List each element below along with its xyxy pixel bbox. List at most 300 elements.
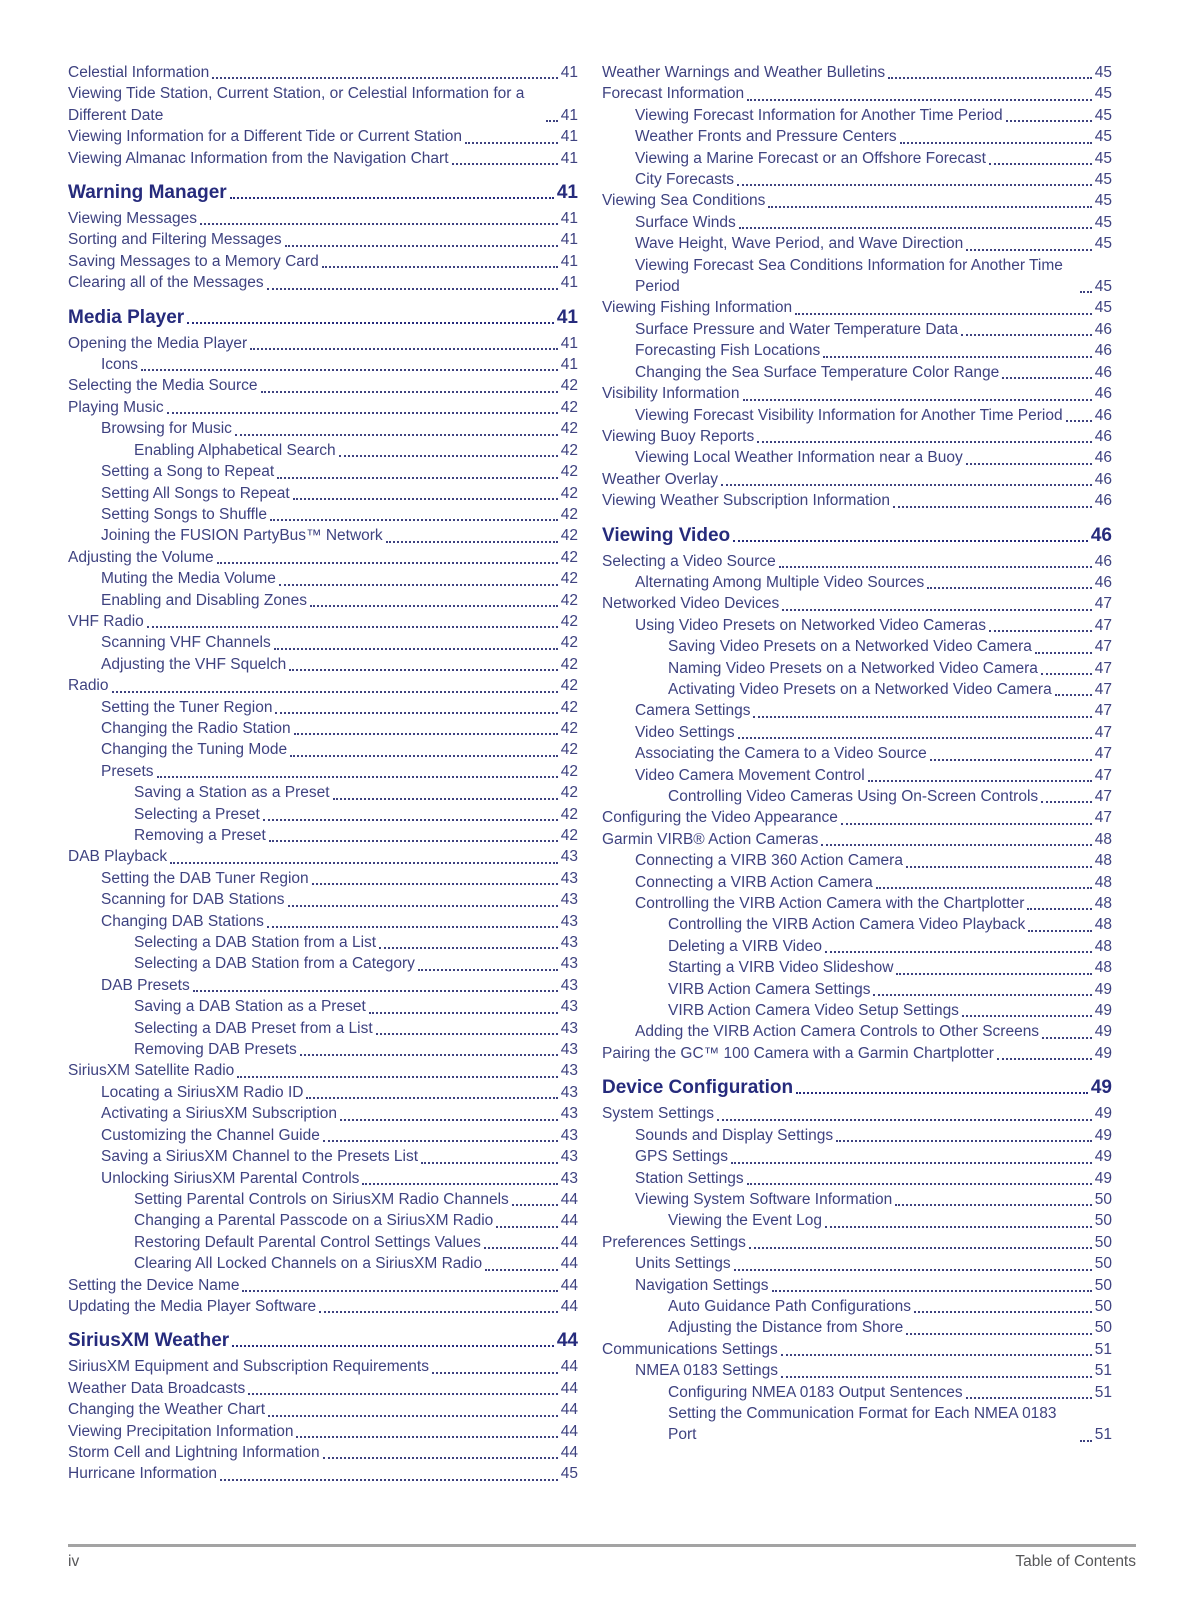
toc-entry[interactable] xyxy=(602,297,1112,318)
toc-entry[interactable] xyxy=(602,212,1112,233)
toc-entry[interactable] xyxy=(68,739,578,760)
toc-entry-title: Changing the Sea Surface Temperature Color Range xyxy=(635,363,1000,381)
toc-entry-title: Clearing all of the Messages xyxy=(68,274,264,292)
toc-entry[interactable] xyxy=(68,761,578,782)
toc-entry[interactable] xyxy=(602,872,1112,893)
toc-entry-page: 42 xyxy=(560,548,578,566)
toc-entry-page: 43 xyxy=(560,934,578,952)
toc-entry[interactable] xyxy=(68,1275,578,1296)
toc-entry[interactable] xyxy=(602,807,1112,828)
toc-entry[interactable] xyxy=(68,208,578,229)
toc-entry[interactable] xyxy=(68,868,578,889)
toc-entry-page: 50 xyxy=(1094,1212,1112,1230)
toc-entry-page: 43 xyxy=(560,1148,578,1166)
toc-entry-page: 46 xyxy=(1094,342,1112,360)
toc-entry-title: Selecting a DAB Station from a Category xyxy=(134,955,415,973)
toc-entry[interactable] xyxy=(602,1146,1112,1167)
toc-entry[interactable] xyxy=(602,190,1112,211)
dot-leader xyxy=(296,1436,557,1438)
toc-entry[interactable] xyxy=(68,1039,578,1060)
toc-entry[interactable] xyxy=(68,1442,578,1463)
toc-entry-title: Setting the DAB Tuner Region xyxy=(101,869,309,887)
toc-entry-page: 44 xyxy=(560,1443,578,1461)
toc-entry[interactable] xyxy=(68,975,578,996)
toc-entry-title: Viewing Messages xyxy=(68,210,197,228)
toc-entry[interactable] xyxy=(68,126,578,147)
toc-entry-page: 42 xyxy=(560,634,578,652)
toc-entry-page: 50 xyxy=(1094,1233,1112,1251)
toc-entry[interactable] xyxy=(68,568,578,589)
toc-entry[interactable] xyxy=(602,572,1112,593)
toc-entry-page: 42 xyxy=(560,377,578,395)
toc-entry[interactable] xyxy=(602,126,1112,147)
toc-entry-title: Auto Guidance Path Configurations xyxy=(668,1297,911,1315)
dot-leader xyxy=(721,484,1092,486)
toc-entry[interactable] xyxy=(68,632,578,653)
toc-entry[interactable] xyxy=(602,551,1112,572)
toc-entry[interactable] xyxy=(68,911,578,932)
toc-entry[interactable] xyxy=(68,251,578,272)
toc-entry-page: 48 xyxy=(1094,959,1112,977)
toc-entry[interactable] xyxy=(68,525,578,546)
toc-entry[interactable] xyxy=(68,825,578,846)
dot-leader xyxy=(250,348,558,350)
toc-section-heading[interactable] xyxy=(602,1076,1112,1099)
toc-entry[interactable] xyxy=(68,418,578,439)
toc-entry[interactable] xyxy=(68,1421,578,1442)
dot-leader xyxy=(779,566,1092,568)
toc-entry[interactable] xyxy=(68,1146,578,1167)
toc-entry-title: DAB Playback xyxy=(68,848,168,866)
toc-entry-title: Controlling the VIRB Action Camera with the Chartplotter xyxy=(635,895,1025,913)
toc-entry-title: Changing the Tuning Mode xyxy=(101,741,288,759)
toc-entry-title: Selecting a Preset xyxy=(134,805,260,823)
toc-entry-title: Associating the Camera to a Video Source xyxy=(635,745,927,763)
toc-entry-title: Presets xyxy=(101,762,154,780)
toc-entry-page: 47 xyxy=(1094,702,1112,720)
toc-entry[interactable] xyxy=(602,319,1112,340)
toc-entry[interactable] xyxy=(602,936,1112,957)
toc-entry[interactable] xyxy=(602,233,1112,254)
toc-entry[interactable] xyxy=(68,1168,578,1189)
toc-entry[interactable] xyxy=(602,1189,1112,1210)
dot-leader xyxy=(743,399,1092,401)
toc-entry[interactable] xyxy=(602,362,1112,383)
toc-entry-page: 43 xyxy=(560,912,578,930)
toc-entry-page: 42 xyxy=(560,827,578,844)
toc-entry[interactable] xyxy=(68,782,578,803)
toc-entry-title: Viewing Almanac Information from the Navigation Chart xyxy=(68,149,449,167)
toc-entry-page: 42 xyxy=(560,591,578,609)
dot-leader xyxy=(289,669,558,671)
toc-entry-title: Viewing Local Weather Information near a Buoy xyxy=(635,449,963,467)
toc-entry-title: Changing the Weather Chart xyxy=(68,1401,266,1419)
dot-leader xyxy=(888,77,1092,79)
toc-entry-page: 45 xyxy=(1094,106,1112,124)
toc-entry-title: Viewing the Event Log xyxy=(668,1212,822,1230)
toc-entry[interactable] xyxy=(68,1463,578,1484)
toc-entry-title: VHF Radio xyxy=(68,612,144,630)
dot-leader xyxy=(927,587,1092,589)
toc-entry-page: 51 xyxy=(1094,1426,1112,1444)
toc-entry-page: 43 xyxy=(560,1019,578,1037)
toc-entry[interactable] xyxy=(602,1210,1112,1231)
toc-entry-page: 43 xyxy=(560,1083,578,1101)
toc-entry[interactable] xyxy=(68,375,578,396)
toc-entry-title: Communications Settings xyxy=(602,1340,778,1358)
toc-entry[interactable] xyxy=(602,383,1112,404)
toc-entry[interactable] xyxy=(602,893,1112,914)
toc-entry[interactable] xyxy=(68,1060,578,1081)
dot-leader xyxy=(796,1092,1088,1094)
toc-entry-title: Sounds and Display Settings xyxy=(635,1126,834,1144)
dot-leader xyxy=(290,755,558,757)
dot-leader xyxy=(242,1290,557,1292)
toc-entry[interactable] xyxy=(68,83,578,126)
toc-entry-title: Adjusting the VHF Squelch xyxy=(101,655,287,673)
dot-leader xyxy=(232,1345,554,1347)
dot-leader xyxy=(376,1033,558,1035)
toc-entry-title: Saving a SiriusXM Channel to the Presets List xyxy=(101,1148,419,1166)
toc-entry-title: Radio xyxy=(68,677,109,695)
toc-entry[interactable] xyxy=(602,1339,1112,1360)
toc-entry[interactable] xyxy=(602,340,1112,361)
toc-entry-title: Controlling the VIRB Action Camera Video Playback xyxy=(668,916,1026,934)
toc-entry[interactable] xyxy=(602,593,1112,614)
toc-entry-title: Hurricane Information xyxy=(68,1465,218,1483)
toc-entry-page: 42 xyxy=(560,570,578,588)
footer-section-label: Table of Contents xyxy=(1015,1553,1136,1570)
dot-leader xyxy=(1002,377,1092,379)
toc-entry-title: Forecast Information xyxy=(602,85,745,103)
dot-leader xyxy=(733,540,1088,542)
dot-leader xyxy=(217,562,558,564)
toc-entry-page: 48 xyxy=(1094,830,1112,848)
toc-entry[interactable] xyxy=(602,1103,1112,1124)
toc-entry[interactable] xyxy=(68,461,578,482)
toc-entry[interactable] xyxy=(602,426,1112,447)
toc-entry-page: 43 xyxy=(560,1169,578,1187)
toc-entry[interactable] xyxy=(602,786,1112,807)
toc-entry-page: 42 xyxy=(560,420,578,438)
toc-entry-title: Viewing Forecast Visibility Information for Another Time Period xyxy=(635,406,1063,424)
toc-entry-title: Clearing All Locked Channels on a SiriusXM Radio xyxy=(134,1255,483,1273)
toc-entry[interactable] xyxy=(602,447,1112,468)
toc-entry-title: Weather Fronts and Pressure Centers xyxy=(635,128,897,146)
toc-entry-title: Using Video Presets on Networked Video Cameras xyxy=(635,616,986,634)
toc-entry[interactable] xyxy=(602,405,1112,426)
toc-entry-page: 49 xyxy=(1094,1023,1112,1041)
toc-entry-title: Video Camera Movement Control xyxy=(635,766,865,784)
toc-entry[interactable] xyxy=(68,440,578,461)
toc-entry-page: 46 xyxy=(1094,470,1112,488)
toc-entry[interactable] xyxy=(68,953,578,974)
dot-leader xyxy=(795,313,1092,315)
dot-leader xyxy=(989,163,1092,165)
toc-entry-page: 45 xyxy=(1094,299,1112,317)
toc-entry-title: Enabling Alphabetical Search xyxy=(134,441,336,459)
toc-entry-page: 44 xyxy=(556,1330,578,1352)
toc-entry-page: 47 xyxy=(1094,659,1112,677)
toc-entry-title: Networked Video Devices xyxy=(602,595,780,613)
toc-entry[interactable] xyxy=(602,105,1112,126)
toc-entry-title: Unlocking SiriusXM Parental Controls xyxy=(101,1169,360,1187)
toc-entry[interactable] xyxy=(602,722,1112,743)
toc-entry[interactable] xyxy=(602,1168,1112,1189)
toc-entry-title: Alternating Among Multiple Video Sources xyxy=(635,573,925,591)
toc-entry-page: 42 xyxy=(560,612,578,630)
toc-entry[interactable] xyxy=(68,397,578,418)
toc-entry[interactable] xyxy=(602,1043,1112,1064)
toc-entry[interactable] xyxy=(68,148,578,169)
dot-leader xyxy=(896,973,1091,975)
dot-leader xyxy=(230,197,554,199)
toc-entry-page: 44 xyxy=(560,1297,578,1315)
dot-leader xyxy=(386,541,558,543)
toc-entry-title: Warning Manager xyxy=(68,182,227,204)
page-footer xyxy=(68,1544,1136,1572)
toc-entry-page: 47 xyxy=(1094,809,1112,827)
toc-entry[interactable] xyxy=(602,1021,1112,1042)
dot-leader xyxy=(895,1204,1091,1206)
toc-entry[interactable] xyxy=(602,743,1112,764)
toc-entry[interactable] xyxy=(68,1253,578,1274)
dot-leader xyxy=(1006,120,1092,122)
toc-entry[interactable] xyxy=(602,679,1112,700)
toc-entry[interactable] xyxy=(68,1356,578,1377)
toc-entry-title: Viewing Fishing Information xyxy=(602,299,793,317)
dot-leader xyxy=(825,1226,1092,1228)
dot-leader xyxy=(749,1247,1092,1249)
toc-entry[interactable] xyxy=(68,272,578,293)
toc-entry-page: 50 xyxy=(1094,1276,1112,1294)
toc-entry-title: Enabling and Disabling Zones xyxy=(101,591,307,609)
toc-section-heading[interactable] xyxy=(68,181,578,204)
toc-entry[interactable] xyxy=(68,718,578,739)
toc-entry[interactable] xyxy=(68,590,578,611)
toc-entry[interactable] xyxy=(602,1125,1112,1146)
dot-leader xyxy=(868,780,1092,782)
toc-entry[interactable] xyxy=(68,996,578,1017)
toc-entry-page: 42 xyxy=(560,441,578,459)
toc-entry-page: 43 xyxy=(560,998,578,1016)
dot-leader xyxy=(781,1376,1092,1378)
dot-leader xyxy=(781,1354,1092,1356)
dot-leader xyxy=(248,1393,558,1395)
toc-entry-page: 46 xyxy=(1094,427,1112,445)
toc-entry-title: Icons xyxy=(101,356,139,374)
toc-entry[interactable] xyxy=(602,469,1112,490)
toc-entry-page: 49 xyxy=(1094,1044,1112,1062)
toc-entry-page: 51 xyxy=(1094,1340,1112,1358)
dot-leader xyxy=(966,249,1092,251)
toc-entry-title: Viewing Video xyxy=(602,524,731,546)
toc-entry[interactable] xyxy=(602,957,1112,978)
dot-leader xyxy=(825,951,1092,953)
toc-entry[interactable] xyxy=(602,1253,1112,1274)
dot-leader xyxy=(757,441,1092,443)
toc-entry-title: Muting the Media Volume xyxy=(101,570,276,588)
toc-entry-page: 42 xyxy=(560,505,578,523)
toc-entry-page: 46 xyxy=(1094,363,1112,381)
toc-entry[interactable] xyxy=(602,83,1112,104)
dot-leader xyxy=(484,1247,558,1249)
toc-entry-page: 42 xyxy=(560,805,578,823)
toc-entry[interactable] xyxy=(68,1082,578,1103)
toc-entry-page: 49 xyxy=(1090,1077,1112,1099)
toc-entry-title: Viewing a Marine Forecast or an Offshore Forecast xyxy=(635,149,986,167)
dot-leader xyxy=(452,163,558,165)
toc-entry[interactable] xyxy=(68,932,578,953)
dot-leader xyxy=(1055,694,1092,696)
toc-entry[interactable] xyxy=(68,675,578,696)
toc-entry[interactable] xyxy=(68,504,578,525)
toc-entry-title: Browsing for Music xyxy=(101,420,232,438)
toc-entry-page: 42 xyxy=(560,484,578,502)
toc-entry[interactable] xyxy=(602,1317,1112,1338)
toc-entry-page: 46 xyxy=(1094,385,1112,403)
toc-entry-title: Saving Messages to a Memory Card xyxy=(68,252,319,270)
toc-entry-title: Opening the Media Player xyxy=(68,334,248,352)
toc-entry[interactable] xyxy=(68,354,578,375)
toc-entry-page: 43 xyxy=(560,955,578,973)
toc-entry-title: Configuring the Video Appearance xyxy=(602,809,838,827)
toc-entry-page: 44 xyxy=(560,1255,578,1273)
toc-entry[interactable] xyxy=(602,979,1112,1000)
toc-entry-title: Weather Overlay xyxy=(602,470,719,488)
toc-entry[interactable] xyxy=(602,636,1112,657)
toc-entry-page: 42 xyxy=(560,398,578,416)
dot-leader xyxy=(274,648,558,650)
toc-entry[interactable] xyxy=(602,765,1112,786)
toc-entry[interactable] xyxy=(602,658,1112,679)
toc-entry[interactable] xyxy=(68,1232,578,1253)
toc-entry-title: Viewing System Software Information xyxy=(635,1190,893,1208)
toc-entry-title: Pairing the GC™ 100 Camera with a Garmin Chartplotter xyxy=(602,1044,994,1062)
dot-leader xyxy=(421,1162,558,1164)
toc-entry[interactable] xyxy=(602,255,1112,298)
toc-entry[interactable] xyxy=(602,169,1112,190)
toc-entry-title: Selecting a DAB Station from a List xyxy=(134,934,377,952)
dot-leader xyxy=(263,819,558,821)
toc-entry-title: City Forecasts xyxy=(635,171,735,189)
toc-entry-title: Device Configuration xyxy=(602,1077,794,1099)
toc-entry-page: 46 xyxy=(1094,406,1112,424)
toc-entry[interactable] xyxy=(602,1296,1112,1317)
toc-entry[interactable] xyxy=(68,229,578,250)
toc-entry[interactable] xyxy=(68,62,578,83)
toc-entry[interactable] xyxy=(68,889,578,910)
dot-leader xyxy=(369,1012,558,1014)
toc-entry[interactable] xyxy=(68,1296,578,1317)
toc-entry-title: Sorting and Filtering Messages xyxy=(68,231,282,249)
toc-entry[interactable] xyxy=(68,1210,578,1231)
toc-entry[interactable] xyxy=(68,1378,578,1399)
dot-leader xyxy=(193,990,558,992)
toc-entry[interactable] xyxy=(602,1232,1112,1253)
dot-leader xyxy=(379,947,558,949)
toc-entry-title: Viewing Forecast Information for Another Time Period xyxy=(635,106,1003,124)
toc-entry-title: Joining the FUSION PartyBus™ Network xyxy=(101,527,383,545)
dot-leader xyxy=(962,1015,1092,1017)
toc-entry[interactable] xyxy=(68,1125,578,1146)
dot-leader xyxy=(772,1290,1092,1292)
toc-entry-page: 41 xyxy=(560,64,578,81)
toc-entry-page: 41 xyxy=(560,252,578,270)
toc-section-heading[interactable] xyxy=(602,524,1112,547)
toc-entry[interactable] xyxy=(602,829,1112,850)
dot-leader xyxy=(930,759,1092,761)
toc-entry[interactable] xyxy=(68,611,578,632)
toc-section-heading[interactable] xyxy=(68,1329,578,1352)
dot-leader xyxy=(267,288,558,290)
toc-entry-page: 49 xyxy=(1094,980,1112,998)
toc-entry[interactable] xyxy=(68,1399,578,1420)
toc-entry[interactable] xyxy=(68,804,578,825)
toc-entry[interactable] xyxy=(602,1382,1112,1403)
toc-entry[interactable] xyxy=(602,62,1112,83)
toc-entry-title: Navigation Settings xyxy=(635,1276,769,1294)
toc-entry[interactable] xyxy=(68,697,578,718)
dot-leader xyxy=(323,1457,558,1459)
toc-entry[interactable] xyxy=(602,148,1112,169)
toc-entry-page: 47 xyxy=(1094,766,1112,784)
dot-leader xyxy=(873,994,1091,996)
toc-section-heading[interactable] xyxy=(68,306,578,329)
toc-entry[interactable] xyxy=(68,846,578,867)
toc-entry[interactable] xyxy=(68,1103,578,1124)
toc-entry[interactable] xyxy=(68,333,578,354)
dot-leader xyxy=(277,477,558,479)
dot-leader xyxy=(237,1076,557,1078)
toc-entry[interactable] xyxy=(602,1275,1112,1296)
dot-leader xyxy=(739,227,1092,229)
toc-entry-title: Saving a DAB Station as a Preset xyxy=(134,998,366,1016)
dot-leader xyxy=(1066,420,1092,422)
dot-leader xyxy=(1027,908,1091,910)
toc-entry-page: 41 xyxy=(560,210,578,228)
toc-entry[interactable] xyxy=(602,700,1112,721)
dot-leader xyxy=(906,866,1092,868)
toc-entry[interactable] xyxy=(602,1000,1112,1021)
toc-entry-title: Restoring Default Parental Control Settings Values xyxy=(134,1233,481,1251)
dot-leader xyxy=(322,266,558,268)
toc-entry[interactable] xyxy=(68,483,578,504)
toc-entry[interactable] xyxy=(602,490,1112,511)
toc-entry-title: VIRB Action Camera Settings xyxy=(668,980,871,998)
dot-leader xyxy=(432,1372,558,1374)
toc-entry[interactable] xyxy=(602,1403,1112,1446)
toc-entry[interactable] xyxy=(68,547,578,568)
toc-entry-title: Forecasting Fish Locations xyxy=(635,342,821,360)
dot-leader xyxy=(293,498,558,500)
toc-entry-title: DAB Presets xyxy=(101,976,190,994)
toc-entry[interactable] xyxy=(68,654,578,675)
toc-entry[interactable] xyxy=(602,1360,1112,1381)
toc-entry[interactable] xyxy=(602,914,1112,935)
dot-leader xyxy=(841,823,1092,825)
toc-entry-page: 47 xyxy=(1094,595,1112,613)
dot-leader xyxy=(1035,652,1092,654)
toc-entry-page: 41 xyxy=(560,106,578,124)
toc-entry-title: Camera Settings xyxy=(635,702,751,720)
dot-leader xyxy=(717,1119,1092,1121)
toc-entry[interactable] xyxy=(68,1018,578,1039)
toc-entry[interactable] xyxy=(68,1189,578,1210)
toc-entry-page: 47 xyxy=(1094,788,1112,805)
toc-entry[interactable] xyxy=(602,850,1112,871)
toc-entry[interactable] xyxy=(602,615,1112,636)
